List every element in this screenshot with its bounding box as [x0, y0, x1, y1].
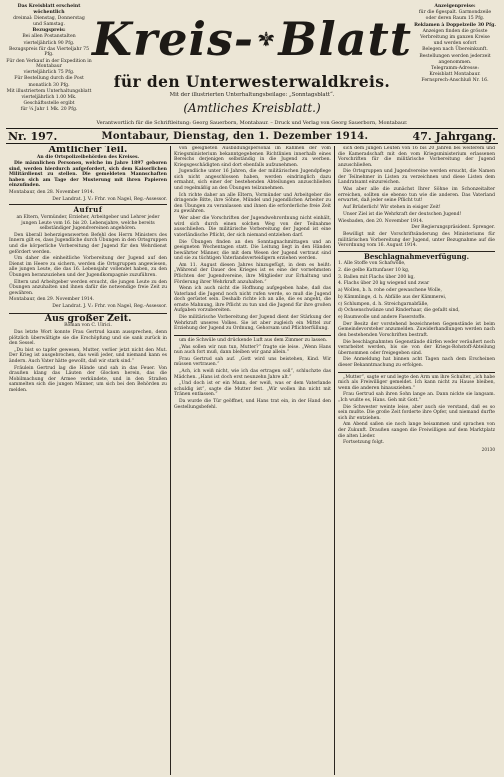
notice-body: Die männlichen Personen, welche im Jahre 1897 geboren sind, werden hierdurch aufgefordert, sich dem Kaiserlichen Militärdienst zu stellen. Die gemeldeten Mannschaften haben sich am Tage der Musterung mit ihren Papieren einzufinden.: [9, 161, 167, 189]
advertising-line: Verbreitung im ganzen Kreise: [420, 34, 490, 40]
seizure-body: [338, 322, 495, 369]
subscription-line: und Samstag.: [33, 21, 65, 27]
subscription-line: Für den Verkauf in der Expedition in Montabaur: [6, 58, 92, 70]
official-section-heading: Amtlicher Teil.: [48, 146, 128, 155]
subscription-line: Bei allen Postanstalten: [22, 34, 76, 40]
paragraph: sich dem jungen Leuten von 16 bis 20 Jahren bei weiterem und die Kameradschaft mit den vom Kriegsministerium erlassenen Vorschriften für die militärische Vorbereitung der Jugend anzuschließen.: [338, 146, 495, 168]
notice-title: An die Ortspolizeibehörden des Kreises.: [36, 154, 140, 160]
story-title: Aus großer Zeit.: [44, 312, 132, 324]
paragraph: Die beschlagnahmten Gegenstände dürfen weder veräußert noch verarbeitet werden, bis sie von der Kriegs-Rohstoff-Abteilung übernommen oder freigegeben sind.: [338, 339, 495, 356]
subscription-line: Bezugspreis:: [32, 28, 66, 34]
seizure-item: 2. die gelbe Kattunfaser 10 kg,: [338, 267, 410, 273]
paragraph: Was aber alle die zunächst Ihrer Söhne im Schonzeitalter erreichen, sollten sie ebenso tun wie die anderen. Das Vaterland erwartet, daß jeder seine Pflicht tut!: [338, 187, 495, 204]
seizure-item: 3. Ballen mit Flachs über 200 kg,: [338, 274, 415, 280]
advertising-line: oder deren Raum 15 Pfg.: [425, 16, 485, 22]
appeal-continuation: [174, 146, 331, 332]
appeal-title: Aufruf: [73, 205, 103, 215]
notice-place: Montabaur, den 28. November 1914.: [9, 190, 95, 196]
seizure-item: d) Ochsenschwänze und Rinderhaar, die gefaßt sind,: [338, 308, 460, 314]
paragraph: Die militärische Vorbereitung der Jugend dient der Stärkung der Wehrkraft unseres Volkes. Sie ist aber zugleich ein Mittel zur Erziehung der Jugend zu Ordnung, Gehorsam und Pflichterfüllung.: [174, 315, 331, 332]
advertising-line: und werden sofort: [433, 41, 477, 47]
subscription-line: Bezugspreis für das Vierteljahr 75 Pfg.: [8, 46, 89, 58]
subscription-line: für ¼ Jahr 1 Mk. 20 Pfg.: [20, 107, 78, 113]
story-paragraph: um die Schwüle und drückende Luft aus dem Zimmer zu lassen.: [179, 337, 328, 343]
story-paragraph: Frau Gertrud sah ihren Sohn lange an. Dann nickte sie langsam. „Ich wußte es, Hans. Geh mit Gott.“: [338, 392, 495, 403]
title-left: Kreis-: [92, 12, 254, 66]
eagle-icon: [258, 15, 274, 63]
subscription-info: [6, 4, 92, 114]
appeal-signature: Der Landrat. J. V.: Frhr. von Nagel, Reg.-Assessor.: [52, 304, 167, 310]
footnote-number: 20130: [481, 447, 495, 453]
subscription-line: vierteljährlich 75 Pfg.: [23, 70, 75, 76]
appeal-place: Montabaur, den 29. November 1914.: [9, 297, 95, 303]
seizure-items: [338, 261, 495, 320]
paragraph: Eltern und Arbeitgeber werden ersucht, die jungen Leute zu den Übungen anzuhalten und ihnen dafür die notwendige freie Zeit zu gewähren.: [9, 279, 167, 296]
seizure-title: Beschlagnahmeverfügung.: [363, 251, 470, 261]
story-end: [338, 375, 495, 446]
paragraph: Wer aber die Vorschriften der Jugendwehrordnung nicht einhält, wird sich durch einen solchen Weg von der Teilnahme ausschließen. Die militärische Vorbereitung der Jugend ist eine vaterländische Pflicht, der sich niemand entziehen darf.: [174, 216, 331, 238]
newspaper-title: [92, 6, 412, 72]
column-3: [334, 146, 498, 775]
advertising-line: Belegen nach Übereinkunft.: [422, 47, 488, 53]
paragraph: Auf Brüderlich! Wir stehen in eisiger Zeit!: [343, 205, 441, 211]
paragraph: Ich richte daher an alle Eltern, Vormünder und Arbeitgeber die dringende Bitte, ihre Söhne, Mündel und jugendlichen Arbeiter zu den Übungen zu veranlassen und ihnen die erforderliche freie Zeit zu gewähren.: [174, 192, 331, 215]
story-paragraph: „Ach, ich weiß nicht, wie ich das ertragen soll“, schluchzte das Mädchen. „Hans ist doch erst neunzehn Jahre alt.“: [174, 369, 331, 380]
dateline: [6, 128, 498, 144]
story-paragraph: Das letzte Wort konnte Frau Gertrud kaum aussprechen, denn plötzlich überwältigte sie die Erschöpfung und sie sank zurück in den Sessel.: [9, 330, 167, 347]
paragraph: Die Ortsgruppen und Jugendvereine werden ersucht, die Namen der Teilnehmer in Listen zu verzeichnen und diese Listen dem Landratsamt einzureichen.: [338, 169, 495, 186]
story-paragraph: Am Abend saßen sie noch lange beisammen und sprachen von der Zukunft. Draußen sangen die Freiwilligen auf dem Marktplatz die alten Lieder.: [338, 422, 495, 439]
advertising-line: Kreisblatt Montabaur.: [429, 72, 481, 78]
advertising-line: Bestellungen werden jederzeit: [419, 53, 491, 59]
story-paragraph: Fortsetzung folgt.: [343, 440, 385, 446]
seizure-item: 4. Flachs über 20 kg wiegend und zwar: [338, 281, 430, 287]
volume-year: 47. Jahrgang.: [412, 129, 496, 143]
subscription-line: Das Kreisblatt erscheint wöchentlich: [17, 4, 81, 15]
story-paragraph: „Und doch ist er ein Mann, der weiß, was er dem Vaterlande schuldig ist“, sagte die Mutter fest. „Wir wollen ihn nicht mit Tränen entlassen.“: [174, 381, 331, 398]
seizure-item: e) Baumwolle und andere Faserstoffe.: [338, 315, 426, 321]
story-paragraph: Fräulein Gertrud lag die Hände und sah in das Feuer. Von draußen klang das Läuten der Glocken herein, das die Mobilmachung der Armee verkündete, und in den Straßen sammelten sich die jungen Männer, um sich bei den Behörden zu melden.: [9, 365, 167, 393]
advertising-line: Telegramm-Adresse:: [431, 65, 479, 71]
subtitle: für den Unterwesterwaldkreis.: [113, 72, 391, 91]
subscription-line: vierteljährlich 1.00 Mk.: [21, 95, 77, 101]
issue-date: Montabaur, Dienstag, den 1. Dezember 1914.: [101, 130, 369, 142]
story-paragraph: „Mutter“, sagte er und legte den Arm um ihre Schulter, „ich habe mich als Freiwilliger gemeldet. Ich kann nicht zu Hause bleiben, wenn die anderen hinausziehen.“: [338, 374, 495, 391]
seizure-item: a) Wollen, b. h. rohe oder gewaschene Wolle,: [338, 288, 442, 294]
advertising-line: Fernsprech-Anschluß Nr. 16.: [421, 78, 489, 84]
seizure-item: 1. Alle Stoffe von Schafwolle,: [338, 261, 406, 267]
seizure-item: b) Kämmlinge, d. h. Abfälle aus der Kämmerei,: [338, 294, 447, 300]
appeal-body: [9, 233, 167, 296]
story-paragraph: „Du bist so tapfer gewesen, Mutter, verlier jetzt nicht den Mut. Der Krieg ist ausgebrochen, das weiß jeder, und niemand kann es ändern. Auch Vater hätte gewollt, daß wir stark sind.“: [9, 347, 167, 364]
story-continuation: [174, 338, 331, 411]
advertising-line: angenommen.: [438, 59, 472, 65]
advertising-info: [412, 4, 498, 84]
column-1: [6, 146, 170, 775]
paragraph: Der Besitz der vorstehend bezeichneten Gegenstände ist beim Gemeindevorsteher anzumelden. Zuwiderhandlungen werden nach den bestehenden Vorschriften bestraft.: [338, 321, 495, 338]
advertising-line: Anzeigen finden die grösste: [422, 28, 488, 34]
notice-signature: Der Landrat. J. V.: Frhr. von Nagel, Reg.-Assessor.: [52, 196, 167, 202]
notice-two: Bewilligt mit der Vorschriftsänderung des Ministeriums für militärischen Vorbereitung der Jugend, unter Bezugnahme auf die Verordnung vom 16. August 1914.: [338, 231, 495, 249]
masthead: [6, 4, 498, 144]
story-paragraph: „Was sollen wir nun tun, Mutter?“ fragte sie leise. „Wenn Hans nun auch fort muß, dann bleiben wir ganz allein.“: [174, 344, 331, 356]
story-author: Roman von C. Ulrici.: [64, 323, 112, 329]
story-paragraph: Da wurde die Tür geöffnet, und Hans trat ein, in der Hand den Gestellungsbefehl.: [174, 399, 331, 410]
story-body: [9, 330, 167, 393]
paragraph: Die Übungen finden an den Sonntagnachmittagen und an geeigneten Wochentagen statt. Die Leitung liegt in den Händen bewährter Männer, die mit dem Wesen der Jugend vertraut sind und sie zu tüchtigen Vaterlandsverteidigern erziehen werden.: [174, 239, 331, 262]
subscription-line: Mit illustriertem Unterhaltungsblatt: [6, 88, 92, 94]
supplement-note: Mit der illustrierten Unterhaltungsbeilage: „Sonntagsblatt“.: [169, 92, 335, 98]
subscription-line: vierteljährlich 90 Pfg.: [23, 40, 75, 46]
paragraph: Unser Ziel ist die Wehrkraft der deutschen Jugend!: [343, 211, 462, 217]
column-2: [170, 146, 334, 775]
appeal-subtitle: an Eltern, Vormünder, Erzieher, Arbeitgeber und Lehrer jeder jungen Leute vom 16. bis 20. Lebensjahre, welche bereits selbständiger Jugendvereinen angehören.: [16, 215, 160, 232]
president-signature: Der Regierungspräsident. Sprenger.: [411, 225, 495, 231]
editor-line: Verantwortlich für die Schriftleitung: Georg Sauerborn, Montabaur. – Druck und Verlag von Georg Sauerborn, Montabaur.: [96, 120, 408, 126]
paragraph: Den überall beherzigenswerten Befehl des Herrn Ministers des Innern gilt es, dass Jugendliche durch Übungen in den Ortsgruppen und die körperliche Vorbereitung der Jugend für den Wehrdienst gefördert werden.: [9, 232, 167, 255]
president-place: Wiesbaden, den 20. November 1914.: [338, 218, 424, 224]
seizure-item: c) Schlumpen, d. h. Streichgarnabfälle,: [338, 301, 429, 307]
subscription-line: monatlich 30 Pfg.: [28, 82, 70, 88]
paragraph: von geeigneten Ausbildungspersonal im Rahmen der vom Kriegsministerium bekanntgegebenen Richtlinien innerhalb eines Bereichs derjenigen selbständig in die Jugend zu werben. Kriegsgeschädigten sind dort ebenfalls aufzunehmen.: [174, 146, 331, 168]
paragraph: Die Anmeldung hat binnen acht Tagen nach dem Erscheinen dieser Bekanntmachung zu erfolgen.: [338, 357, 495, 368]
advertising-line: Reklamen à Doppelzeile 30 Pfg.: [414, 22, 496, 28]
subscription-line: dreimal: Dienstag, Donnerstag: [13, 15, 85, 21]
story-paragraph: Die Schwester weinte leise, aber auch sie verstand, daß es so sein mußte. Die große Zeit forderte ihre Opfer, und niemand durfte sich ihr entziehen.: [338, 404, 495, 421]
issue-number: Nr. 197.: [8, 129, 58, 143]
section-divider: [174, 335, 331, 336]
story-paragraph: Frau Gertrud sah auf. „Gott wird uns beistehen, Kind. Wir müssen vertrauen.“: [174, 356, 331, 368]
paragraph: Um daher die einheitliche Vorbereitung der Jugend auf den Dienst im Heere zu sichern, werden die Ortsgruppen angewiesen, alle jungen Leute, die das 16. Lebensjahr vollendet haben, zu den Übungen heranzuziehen und der Jugendkompagnie zuzuführen.: [9, 256, 167, 278]
paragraph: Jugendliche unter 16 Jahren, die der militärischen Jugendpflege sich nicht angeschlossen haben, werden eindringlich dazu ermahnt, sich einer der bestehenden Abteilungen anzuschließen und regelmäßig an den Übungen teilzunehmen.: [174, 169, 331, 192]
article-columns: [6, 146, 498, 775]
subscription-line: Geschäftsstelle ergibt: [23, 101, 75, 107]
section-divider: [338, 372, 495, 373]
title-right: Blatt: [278, 12, 412, 66]
advertising-line: Anzeigenpreise:: [434, 4, 476, 9]
official-label: (Amtliches Kreisblatt.): [183, 101, 321, 115]
appeal-end: [338, 146, 495, 217]
paragraph: Am 11. August diesen Jahres hinzugefügt, in dem es heißt: „Während der Dauer des Krieges ist es eine der vornehmsten Pflichten der Jugendvereine, ihre Mitglieder zur Erhaltung und Förderung ihrer Wehrkraft anzuhalten.“: [174, 262, 331, 285]
advertising-line: für die 6gespalt. Garmondzeile: [418, 10, 492, 16]
subscription-line: Für Bestellung durch die Post: [14, 76, 84, 82]
paragraph: Wenn ich auch nicht die Hoffnung aufgegeben habe, daß das Vaterland die Jugend noch nicht rufen werde, so muß die Jugend doch gerüstet sein. Deshalb richte ich an alle, die es angeht, die ernste Mahnung, ihre Pflicht zu tun und die Jugend für ihre großen Aufgaben vorzubereiten.: [174, 286, 331, 314]
